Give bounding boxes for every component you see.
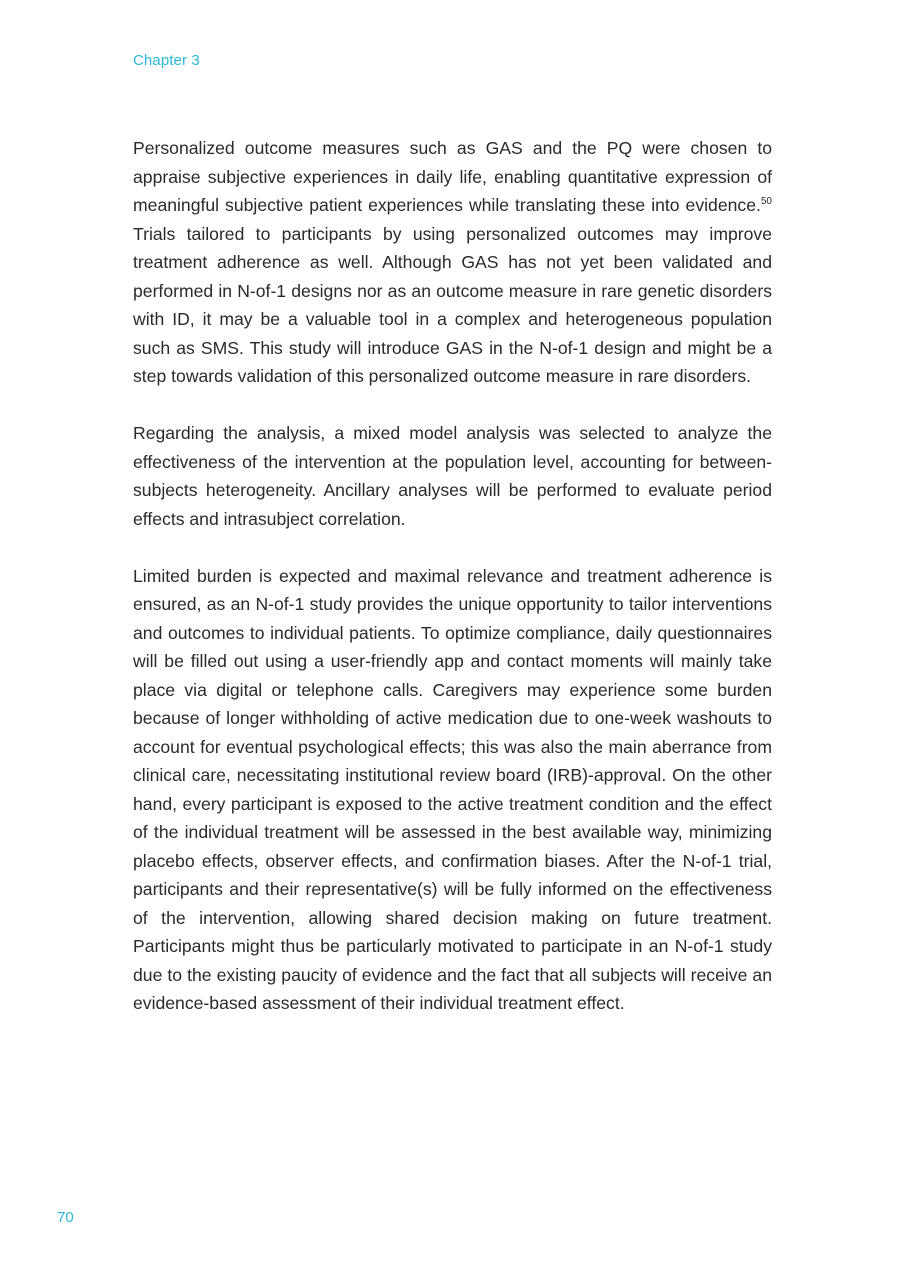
paragraph-text: Personalized outcome measures such as GAS and the PQ were chosen to appraise subjective experiences in daily life, enabling quantitative expression of meaningful subjective patient experiences while translating these into evidence. [133,138,772,215]
paragraph-outcome-measures [133,134,772,391]
paragraph-burden: Limited burden is expected and maximal relevance and treatment adherence is ensured, as an N-of-1 study provides the unique opportunity to tailor interventions and outcomes to individual patients. To optimize compliance, daily questionnaires will be filled out using a user-friendly app and contact moments will mainly take place via digital or telephone calls. Caregivers may experience some burden because of longer withholding of active medication due to one-week washouts to account for eventual psychological effects; this was also the main aberrance from clinical care, necessitating institutional review board (IRB)-approval. On the other hand, every participant is exposed to the active treatment condition and the effect of the individual treatment will be assessed in the best available way, minimizing placebo effects, observer effects, and confirmation biases. After the N-of-1 trial, participants and their representative(s) will be fully informed on the effectiveness of the intervention, allowing shared decision making on future treatment. Participants might thus be particularly motivated to participate in an N-of-1 study due to the existing paucity of evidence and the fact that all subjects will receive an evidence-based assessment of their individual treatment effect. [133,565,772,1013]
page-number: 70 [57,1209,74,1226]
reference-superscript: 50 [760,196,772,208]
page-body [133,134,772,1018]
paragraph-text: Trials tailored to participants by using personalized outcomes may improve treatment adherence as well. Although GAS has not yet been validated and performed in N-of-1 designs nor as an outcome measure in rare genetic disorders with ID, it may be a valuable tool in a complex and heterogeneous population such as SMS. This study will introduce GAS in the N-of-1 design and might be a step towards validation of this personalized outcome measure in rare disorders. [133,223,772,386]
paragraph-analysis: Regarding the analysis, a mixed model analysis was selected to analyze the effectiveness of the intervention at the population level, accounting for between-subjects heterogeneity. Ancillary analyses will be performed to evaluate period effects and intrasubject correlation. [133,423,772,529]
running-header-chapter: Chapter 3 [133,52,200,69]
